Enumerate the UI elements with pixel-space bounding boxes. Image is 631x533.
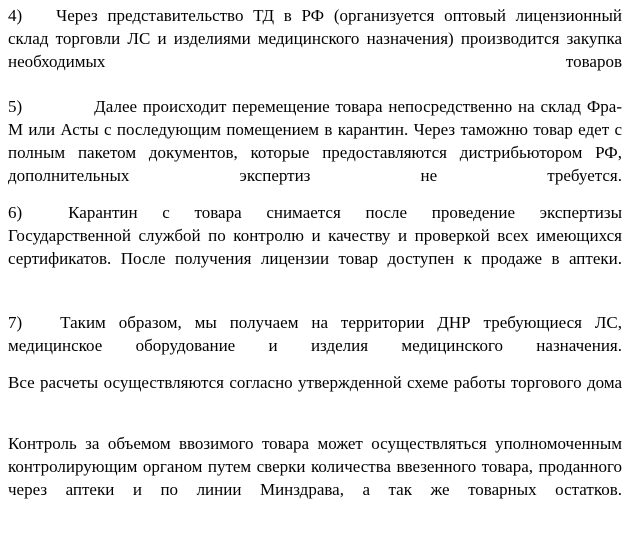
paragraph-8: [8, 371, 622, 417]
paragraph-7: [8, 311, 622, 380]
paragraph-text: Таким образом, мы получаем на территории ДНР требующиеся ЛС, медицинское оборудование и изделия медицинского назначения.: [8, 313, 622, 355]
paragraph-text: Далее происходит перемещение товара непосредственно на склад Фра-М или Асты с последующим помещением в карантин. Через таможню товар едет с полным пакетом документов, которые предоставляются дистрибьютором РФ, дополнительных экспертиз не требуется.: [8, 97, 622, 185]
paragraph-6: [8, 201, 622, 293]
paragraph-number: 5): [8, 97, 23, 116]
paragraph-text: Карантин с товара снимается после проведение экспертизы Государственной службой по контролю и качеству и проверкой всех имеющихся сертификатов. После получения лицензии товар доступен к продаже в аптеки.: [8, 203, 622, 268]
paragraph-text: Все расчеты осуществляются согласно утвержденной схеме работы торгового дома: [8, 373, 622, 392]
paragraph-text: Контроль за объемом ввозимого товара может осуществляться уполномоченным контролирующим органом путем сверки количества ввезенного товара, проданного через аптеки и по линии Минздрава, а так же товарных остатков.: [8, 434, 622, 499]
paragraph-number: 4): [8, 6, 23, 25]
paragraph-number: 7): [8, 313, 23, 332]
paragraph-5: [8, 95, 622, 210]
paragraph-9: [8, 432, 622, 524]
paragraph-4: [8, 4, 622, 96]
paragraph-number: 6): [8, 203, 23, 222]
paragraph-text: Через представительство ТД в РФ (организуется оптовый лицензионный склад торговли ЛС и изделиями медицинского назначения) производится закупка необходимых товаров: [8, 6, 622, 71]
